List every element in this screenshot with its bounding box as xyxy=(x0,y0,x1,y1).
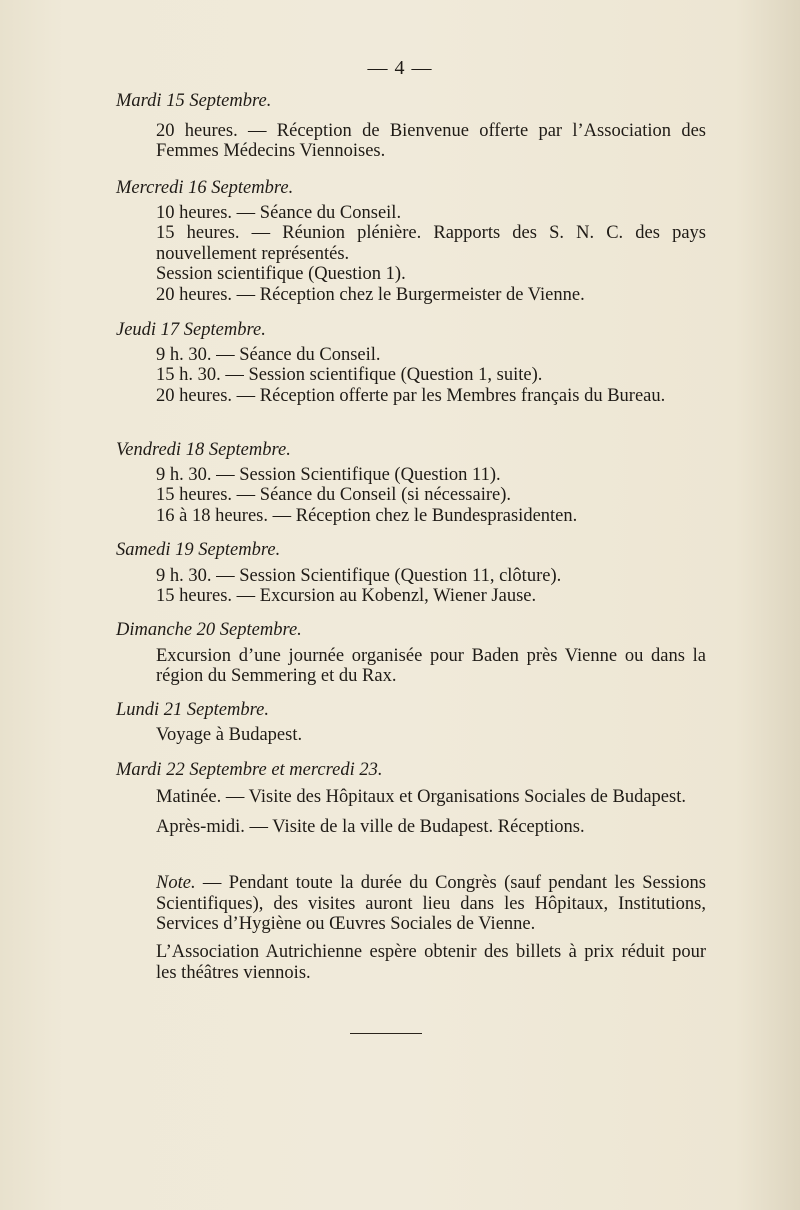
day-heading: Dimanche 20 Septembre. xyxy=(116,620,302,640)
note-paragraph xyxy=(116,873,706,935)
schedule-entry: 15 heures. — Réunion plénière. Rapports des S. N. C. des pays nouvellement représentés. xyxy=(156,223,706,264)
schedule-entry: 15 heures. — Excursion au Kobenzl, Wiener Jause. xyxy=(156,586,537,606)
section-lundi-21 xyxy=(116,700,706,745)
note-label: Note. xyxy=(156,873,196,893)
schedule-entry: 9 h. 30. — Session Scientifique (Question 11). xyxy=(156,464,501,485)
schedule-entry: 15 heures. — Séance du Conseil (si nécessaire). xyxy=(156,485,511,505)
schedule-entry: Matinée. — Visite des Hôpitaux et Organisations Sociales de Budapest. xyxy=(156,786,686,807)
section-jeudi-17 xyxy=(116,320,706,406)
day-heading: Samedi 19 Septembre. xyxy=(116,540,281,560)
schedule-entry: 20 heures. — Réception chez le Burgermeister de Vienne. xyxy=(156,284,585,305)
page-number: — 4 — xyxy=(367,57,433,79)
day-heading: Lundi 21 Septembre. xyxy=(116,700,269,720)
schedule-entry: 9 h. 30. — Séance du Conseil. xyxy=(156,344,381,365)
section-mardi-15 xyxy=(116,91,706,162)
section-mardi-22-mercredi-23 xyxy=(116,760,706,838)
section-vendredi-18 xyxy=(116,440,706,526)
section-samedi-19 xyxy=(116,540,706,607)
note-text xyxy=(116,873,706,935)
schedule-entry: 9 h. 30. — Session Scientifique (Question 11, clôture). xyxy=(156,565,562,586)
closing-paragraph xyxy=(116,942,706,983)
end-rule xyxy=(350,1033,422,1034)
schedule-entry: 15 h. 30. — Session scientifique (Question 1, suite). xyxy=(156,365,543,385)
day-heading: Vendredi 18 Septembre. xyxy=(116,440,291,460)
schedule-entry: Après-midi. — Visite de la ville de Budapest. Réceptions. xyxy=(156,817,585,837)
schedule-entry: Voyage à Budapest. xyxy=(156,724,303,745)
day-heading: Mardi 15 Septembre. xyxy=(116,91,272,111)
day-heading: Mardi 22 Septembre et mercredi 23. xyxy=(116,760,383,780)
note-body: — Pendant toute la durée du Congrès (sauf pendant les Sessions Scientifiques), des visites auront lieu dans les Hôpitaux, Institutions, Services d’Hygiène ou Œuvres Sociales de Vienne. xyxy=(156,873,706,934)
day-heading: Jeudi 17 Septembre. xyxy=(116,320,266,340)
schedule-entry: 16 à 18 heures. — Réception chez le Bundesprasidenten. xyxy=(156,505,578,526)
section-mercredi-16 xyxy=(116,178,706,305)
schedule-entry: 20 heures. — Réception offerte par les Membres français du Bureau. xyxy=(156,385,666,406)
schedule-entry: 10 heures. — Séance du Conseil. xyxy=(156,202,402,223)
schedule-entry: 20 heures. — Réception de Bienvenue offerte par l’Association des Femmes Médecins Viennoises. xyxy=(156,120,706,161)
schedule-entry: Excursion d’une journée organisée pour Baden près Vienne ou dans la région du Semmering et du Rax. xyxy=(156,645,706,686)
section-dimanche-20 xyxy=(116,620,706,687)
day-heading: Mercredi 16 Septembre. xyxy=(116,178,294,198)
closing-text: L’Association Autrichienne espère obtenir des billets à prix réduit pour les théâtres viennois. xyxy=(156,942,706,983)
schedule-entry: Session scientifique (Question 1). xyxy=(156,264,406,284)
